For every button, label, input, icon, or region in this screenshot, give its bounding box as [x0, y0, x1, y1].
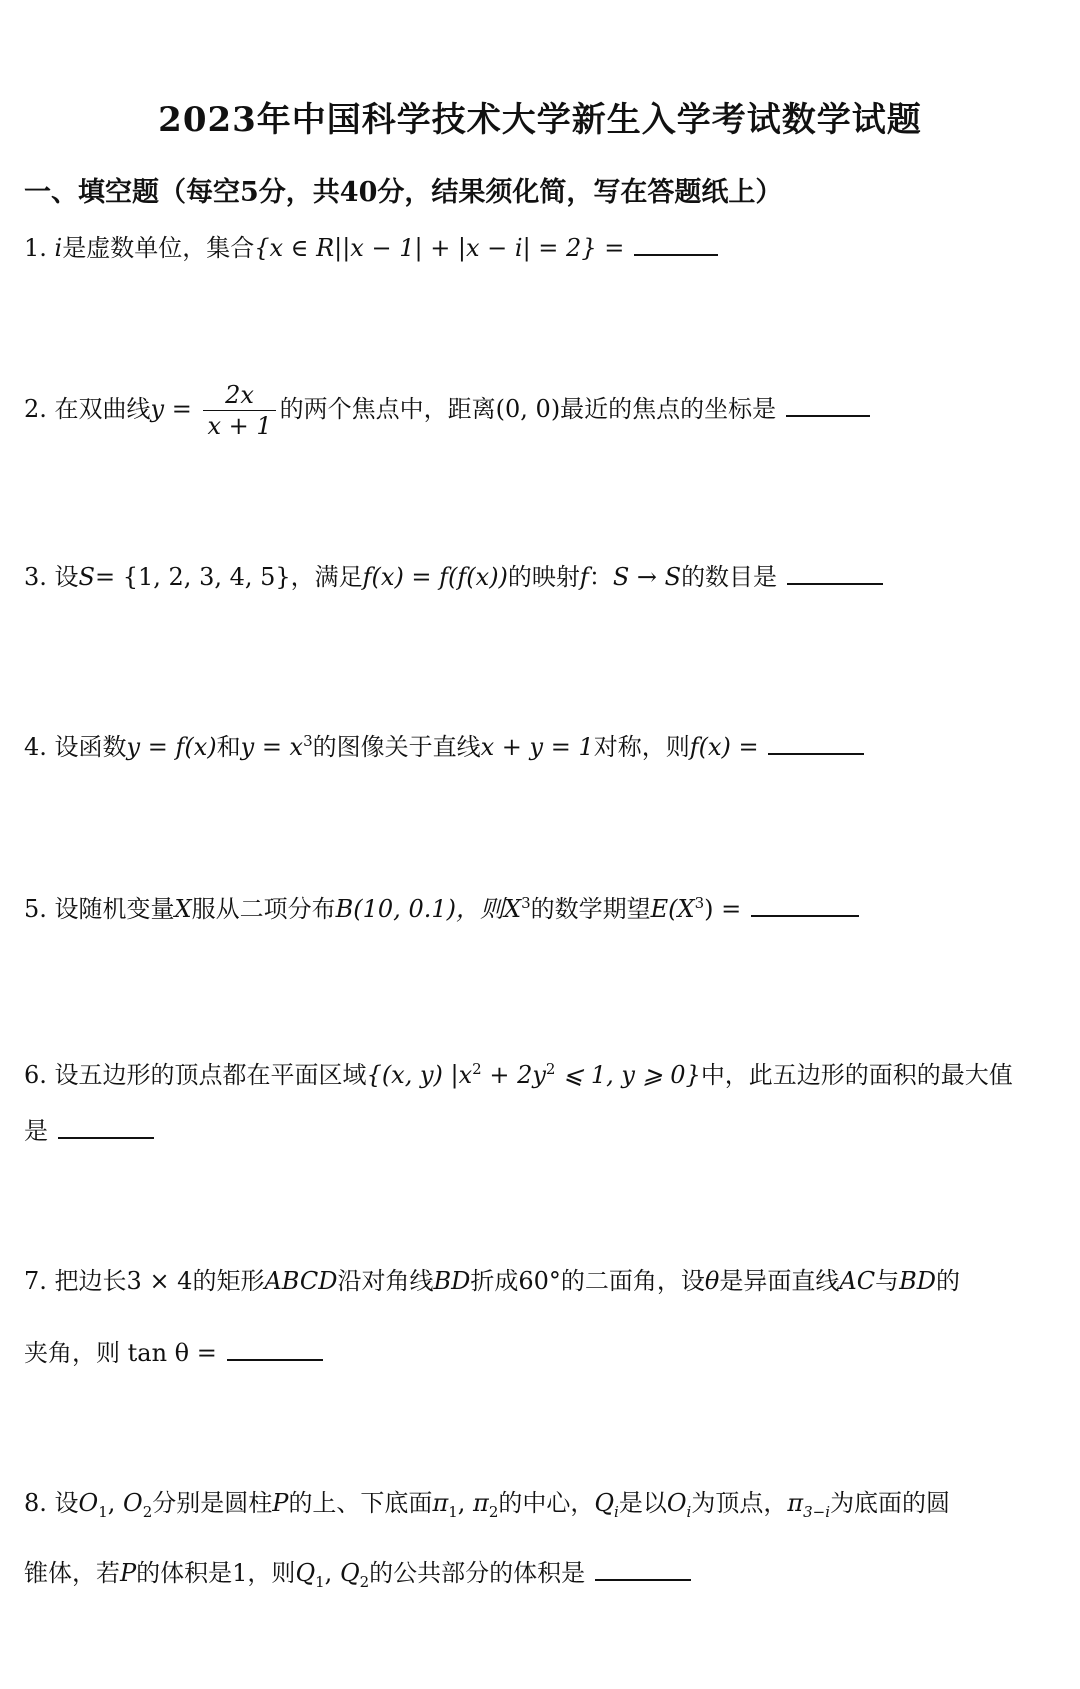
question-5: 5. 设随机变量X服从二项分布B(10, 0.1)，则$X^3$的数学期望$E(X^3)$ =	[24, 886, 859, 926]
answer-blank	[227, 1359, 323, 1361]
answer-blank	[595, 1579, 691, 1581]
answer-blank	[634, 254, 718, 256]
answer-blank	[787, 583, 883, 585]
question-2: 2. 在双曲线y = $\frac{2x}{x + 1}$ 的两个焦点中，距离(0, 0)最近的焦点的坐标是	[24, 380, 870, 441]
answer-blank	[58, 1137, 154, 1139]
fraction: $\frac{2x}{x + 1}$	[203, 380, 275, 441]
question-3: 3. 设S= {1, 2, 3, 4, 5}，满足f(x) = f(f(x))的映射f：S → S的数目是	[24, 560, 883, 594]
question-8-cont: 锥体，若P的体积是1，则$Q_1$, $Q_2$的公共部分的体积是	[24, 1556, 691, 1599]
question-1: 1. i是虚数单位，集合{x ∈ R||x − 1| + |x − i| = 2} =	[24, 231, 718, 265]
answer-blank	[768, 753, 864, 755]
question-6: 6. 设五边形的顶点都在平面区域{(x, y) $|x^2 + 2y^2$ ⩽ 1, y ⩾ 0}中，此五边形的面积的最大值	[24, 1060, 1013, 1089]
question-4: 4. 设函数y = f(x)和$y = x^3$的图像关于直线x + y = 1对称，则f(x) =	[24, 724, 864, 764]
answer-blank	[786, 415, 870, 417]
answer-blank	[751, 915, 859, 917]
exam-title: 2023年中国科学技术大学新生入学考试数学试题	[158, 100, 922, 140]
question-8: 8. 设$O_1$, $O_2$分别是圆柱P的上、下底面$\pi_1$, $\pi_2$的中心，$Q_i$是以$O_i$为顶点，$\pi_{3-i}$为底面的圆	[24, 1489, 951, 1521]
question-7: 7. 把边长3 × 4的矩形ABCD沿对角线BD折成60°的二面角，设θ是异面直线AC与BD的	[24, 1267, 960, 1295]
section-heading: 一、填空题（每空5分，共40分，结果须化简，写在答题纸上）	[24, 177, 783, 208]
question-7-cont: 夹角，则 tan θ =	[24, 1336, 323, 1370]
question-6-cont: 是	[24, 1114, 154, 1148]
